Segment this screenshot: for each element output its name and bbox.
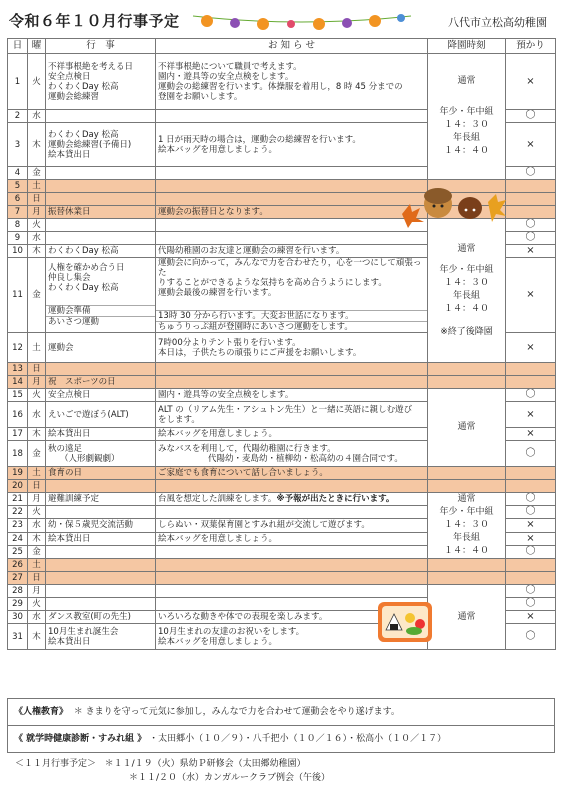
bento-box-icon bbox=[376, 596, 434, 644]
autumn-leaves-chestnut-icon bbox=[398, 180, 510, 228]
azukari-mark: 〇 bbox=[506, 624, 556, 650]
azukari-mark: 〇 bbox=[506, 493, 556, 506]
page-header bbox=[7, 6, 555, 34]
col-azukari: 預かり bbox=[506, 39, 556, 54]
health-check-note: 《 就学時健康診断・すみれ組 》 ・太田郷小（１０／９）・八千把小（１０／１６）・松高小（１０／１７） bbox=[7, 726, 555, 753]
azukari-mark: 〇 bbox=[506, 506, 556, 519]
table-row: 25 金 〇 bbox=[8, 545, 556, 558]
table-row-holiday: 13 日 bbox=[8, 363, 556, 376]
table-row: 10 木 わくわくDay 松高 代陽幼稚園のお友達と運動会の練習を行います。 × bbox=[8, 245, 556, 258]
table-row: 9 水 〇 bbox=[8, 232, 556, 245]
table-row: 4 金 〇 bbox=[8, 167, 556, 180]
azukari-mark: × bbox=[506, 123, 556, 167]
notes-section bbox=[7, 698, 555, 789]
table-header-row bbox=[8, 39, 556, 54]
azukari-mark: 〇 bbox=[506, 232, 556, 245]
school-name: 八代市立松高幼稚園 bbox=[448, 16, 547, 29]
azukari-mark: 〇 bbox=[506, 219, 556, 232]
table-row: 15 火 安全点検日 園内・遊具等の安全点検をします。 通常 〇 bbox=[8, 389, 556, 402]
table-row: 3 木 わくわくDay 松高 運動会総練習(予備日) 絵本貸出日 1 日が雨天時の場合は，運動会の総練習を行います。 絵本バッグを用意しましょう。 × bbox=[8, 123, 556, 167]
schedule-table bbox=[7, 38, 556, 650]
azukari-mark: 〇 bbox=[506, 167, 556, 180]
azukari-mark: 〇 bbox=[506, 598, 556, 611]
table-row-holiday: 26 土 bbox=[8, 559, 556, 572]
azukari-mark: × bbox=[506, 245, 556, 258]
page-title: 令和６年１０月行事予定 bbox=[9, 12, 180, 30]
table-row-holiday: 20 日 bbox=[8, 480, 556, 493]
table-row-holiday: 19 土 食育の日 ご家庭でも食育について話し合いましょう。 bbox=[8, 467, 556, 480]
table-row: 23 水 幼・保５歳児交流活動 しらぬい・双葉保育園とすみれ組が交流して遊びます。 × bbox=[8, 519, 556, 532]
azukari-mark: × bbox=[506, 258, 556, 333]
pickup-time-block: 通常 年少・年中組 １４：３０ 年長組 １４：４０ bbox=[428, 493, 506, 559]
table-row: 22 火 〇 bbox=[8, 506, 556, 519]
azukari-mark: × bbox=[506, 611, 556, 624]
col-pickup: 降園時刻 bbox=[428, 39, 506, 54]
azukari-mark: × bbox=[506, 402, 556, 428]
azukari-mark: × bbox=[506, 532, 556, 545]
table-row-holiday: 27 日 bbox=[8, 572, 556, 585]
table-row: 8 火 通常 年少・年中組 １４：３０ 年長組 １４：４０ ※終了後降園 〇 bbox=[8, 219, 556, 232]
pickup-time-block: 通常 年少・年中組 １４：３０ 年長組 １４：４０ bbox=[428, 54, 506, 180]
azukari-mark: × bbox=[506, 333, 556, 363]
table-row: 16 水 えいごで遊ぼう(ALT) ALT の（リアム先生・アシュトン先生）と一緒に英語に親しむ遊び をします。 × bbox=[8, 402, 556, 428]
table-row: 11 金 人権を確かめ合う日 仲良し集会 わくわくDay 松高 運動会準備 あいさつ運動 運動会に向かって，みんなで力を合わせたり，心を一つにして頑張った りすることができるような気持ちを高め合うようにします。 運動会最後の練習を行います。 13時 30 分から行います。大変お世話になります。 ちゅうりっぷ組が登園時にあいさつ運動をします。 × bbox=[8, 258, 556, 333]
table-row: 31 木 10月生まれ誕生会 絵本貸出日 10月生まれの友達のお祝いをします。 絵本バッグを用意しましょう。 〇 bbox=[8, 624, 556, 650]
table-row: 30 水 ダンス教室(町の先生) いろいろな動きや体での表現を楽しみます。 × bbox=[8, 611, 556, 624]
azukari-mark: 〇 bbox=[506, 585, 556, 598]
azukari-mark: × bbox=[506, 519, 556, 532]
table-row: 21 月 避難訓練予定 台風を想定した訓練をします。※予報が出たときに行います。 通常 年少・年中組 １４：３０ 年長組 １４：４０ 〇 bbox=[8, 493, 556, 506]
azukari-mark: 〇 bbox=[506, 441, 556, 467]
pickup-time-block: 通常 bbox=[428, 585, 506, 650]
table-row-holiday: 14 月 祝 スポーツの日 bbox=[8, 376, 556, 389]
november-schedule: ＜１１月行事予定＞ ＊１１/１９（火）県幼Ｐ研修会（太田郷幼稚園） ＊１１/２０（水）カンガルークラブ例会（午後） bbox=[15, 759, 331, 783]
table-row: 12 土 運動会 7時00分よりテント張りを行います。 本日は，子供たちの頑張りにご声援をお願いします。 × bbox=[8, 333, 556, 363]
azukari-mark: × bbox=[506, 428, 556, 441]
table-row-holiday: 7 月 振替休業日 運動会の振替日となります。 bbox=[8, 206, 556, 219]
table-row: 29 火 〇 bbox=[8, 598, 556, 611]
table-row: 17 木 絵本貸出日 絵本バッグを用意しましょう。 × bbox=[8, 428, 556, 441]
halloween-garland-icon bbox=[191, 12, 413, 30]
pickup-time-block: 通常 bbox=[428, 389, 506, 467]
table-row: 2 水 〇 bbox=[8, 110, 556, 123]
azukari-mark: 〇 bbox=[506, 545, 556, 558]
table-row: 1 火 不祥事根絶を考える日 安全点検日 わくわくDay 松高 運動会総練習 不祥事根絶について職員で考えます。 園内・遊具等の安全点検をします。 運動会の総練習を行います。体操服を着用し，8 時 45 分までの 登園をお願いします。 通常 年少・年中組 １４：３０ 年長組 １４：４０ × bbox=[8, 54, 556, 110]
col-event: 行 事 bbox=[46, 39, 156, 54]
col-day: 日 bbox=[8, 39, 28, 54]
table-row: 28 月 通常 〇 bbox=[8, 585, 556, 598]
table-row: 18 金 秋の遠足 （人形劇観劇） みなバスを利用して，代陽幼稚園に行きます。 代陽幼・麦島幼・植柳幼・松高幼の４園合同です。 〇 bbox=[8, 441, 556, 467]
table-row-holiday: 5 土 bbox=[8, 180, 556, 193]
azukari-mark: 〇 bbox=[506, 389, 556, 402]
pickup-time-block: 通常 年少・年中組 １４：３０ 年長組 １４：４０ ※終了後降園 bbox=[428, 219, 506, 363]
jinken-note: 《人権教育》 ＊ きまりを守って元気に参加し，みんなで力を合わせて運動会をやり遂げます。 bbox=[7, 698, 555, 726]
table-row: 24 木 絵本貸出日 絵本バッグを用意しましょう。 × bbox=[8, 532, 556, 545]
table-row-holiday: 6 日 bbox=[8, 193, 556, 206]
col-notice: お 知 ら せ bbox=[156, 39, 428, 54]
azukari-mark: × bbox=[506, 54, 556, 110]
col-weekday: 曜 bbox=[28, 39, 46, 54]
azukari-mark: 〇 bbox=[506, 110, 556, 123]
